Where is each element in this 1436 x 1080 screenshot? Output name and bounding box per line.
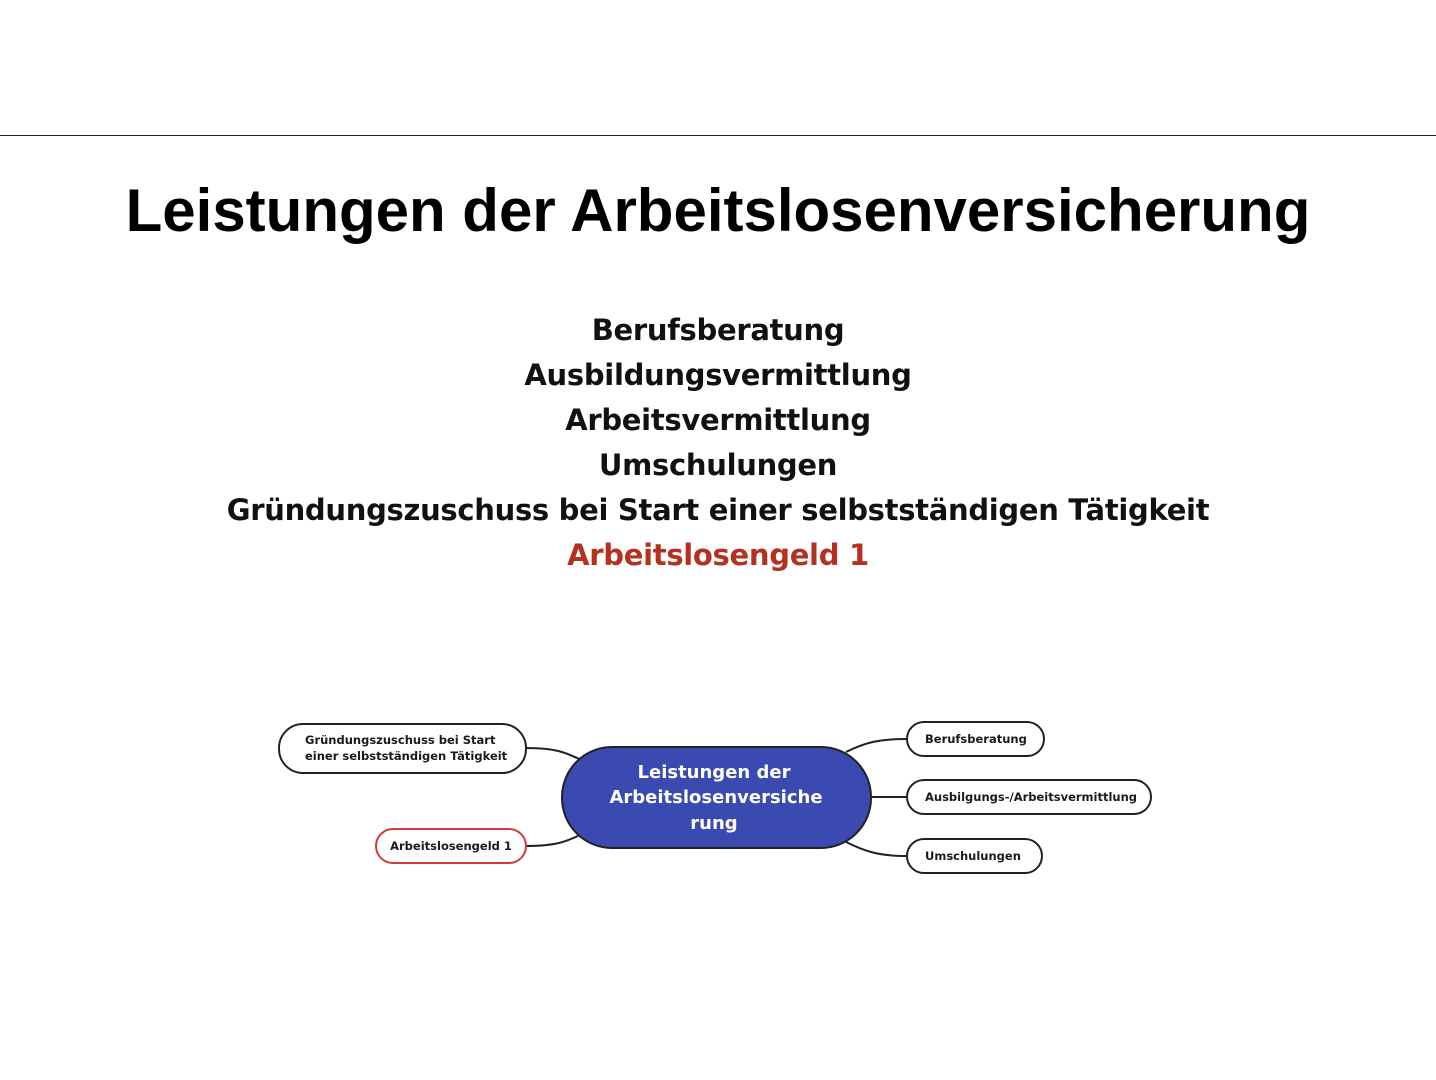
node-gruendungszuschuss (279, 724, 526, 773)
node-label-line: Gründungszuschuss bei Start (305, 733, 496, 747)
node-umschulungen (907, 839, 1042, 873)
node-arbeitslosengeld (376, 829, 526, 863)
benefit-item: Ausbildungsvermittlung (524, 358, 912, 392)
center-node (562, 747, 871, 848)
node-label: Ausbilgungs-/Arbeitsvermittlung (925, 790, 1138, 804)
node-ausbildungsvermittlung (907, 780, 1151, 814)
page-title: Leistungen der Arbeitslosenversicherung (125, 177, 1311, 244)
benefit-item: Arbeitsvermittlung (565, 403, 871, 437)
connector-left-bottom (526, 834, 582, 846)
center-node-line: Arbeitslosenversiche (609, 787, 823, 808)
node-label-line: einer selbstständigen Tätigkeit (305, 749, 508, 763)
node-label: Arbeitslosengeld 1 (390, 839, 512, 853)
center-node-line: rung (690, 813, 738, 834)
benefit-item: Umschulungen (598, 448, 838, 482)
connector-right-top (846, 739, 907, 752)
benefit-item: Berufsberatung (591, 313, 845, 347)
connector-right-bottom (846, 842, 907, 856)
connector-left-top (526, 748, 585, 762)
center-node-line: Leistungen der (637, 762, 791, 783)
benefit-item-highlighted: Arbeitslosengeld 1 (567, 538, 869, 572)
benefit-item: Gründungszuschuss bei Start einer selbstständigen Tätigkeit (226, 493, 1210, 527)
node-label: Umschulungen (925, 849, 1021, 863)
node-label: Berufsberatung (925, 732, 1027, 746)
node-berufsberatung (907, 722, 1044, 756)
